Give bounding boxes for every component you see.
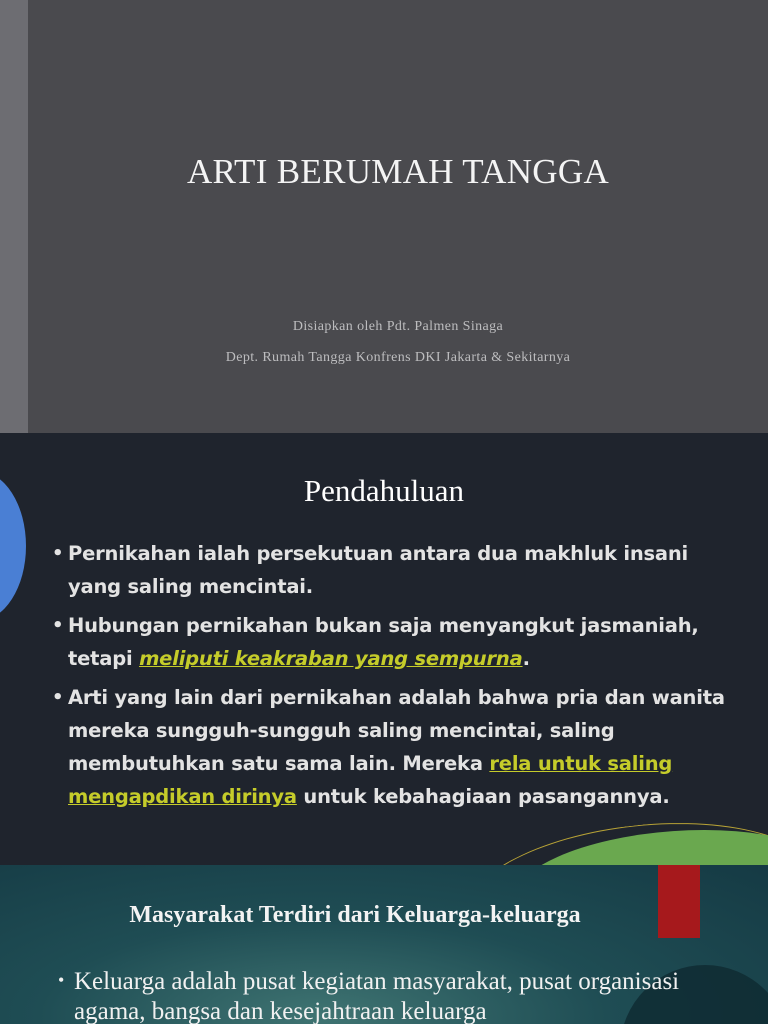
bullet-text: Hubungan pernikahan bukan saja menyangkut jasmaniah, tetapi [68, 614, 699, 670]
bullet-text: Pernikahan ialah persekutuan antara dua makhluk insani yang saling mencintai. [68, 542, 689, 598]
slide-heading: Masyarakat Terdiri dari Keluarga-keluarga [129, 902, 581, 928]
intro-slide [0, 433, 768, 865]
bullet-text: untuk kebahagiaan pasangannya. [296, 785, 670, 808]
author-line: Disiapkan oleh Pdt. Palmen Sinaga [292, 319, 504, 334]
bullet-text: . [522, 647, 530, 670]
bullet-text: Arti yang lain dari pernikahan adalah bahwa pria dan wanita mereka sungguh-sungguh saling mencintai, saling membutuhkan satu sama lain. Mereka [68, 686, 725, 775]
bullet-item [58, 967, 698, 1024]
bullet-item [52, 537, 732, 603]
family-slide [0, 865, 768, 1024]
title-slide [0, 0, 768, 433]
bullet-item [52, 609, 732, 675]
highlighted-phrase: meliputi keakraban yang sempurna [139, 647, 523, 670]
bullet-text: Keluarga adalah pusat kegiatan masyarakat, pusat organisasi agama, bangsa dan kesejahtraan keluarga [74, 968, 680, 1024]
side-accent-bar [0, 0, 28, 433]
bullet-dot: • [58, 970, 65, 990]
bullet-dot: • [52, 543, 64, 564]
bullet-list [52, 537, 732, 819]
bullet-item [52, 681, 732, 813]
bullet-dot: • [52, 615, 64, 636]
highlighted-phrase: rela untuk saling mengapdikan dirinya [68, 752, 673, 808]
department-line: Dept. Rumah Tangga Konfrens DKI Jakarta & Sekitarnya [225, 350, 571, 365]
slide-title: ARTI BERUMAH TANGGA [186, 152, 610, 191]
bullet-dot: • [52, 687, 64, 708]
slide-heading: Pendahuluan [303, 473, 465, 508]
bullet-list [58, 967, 698, 1024]
